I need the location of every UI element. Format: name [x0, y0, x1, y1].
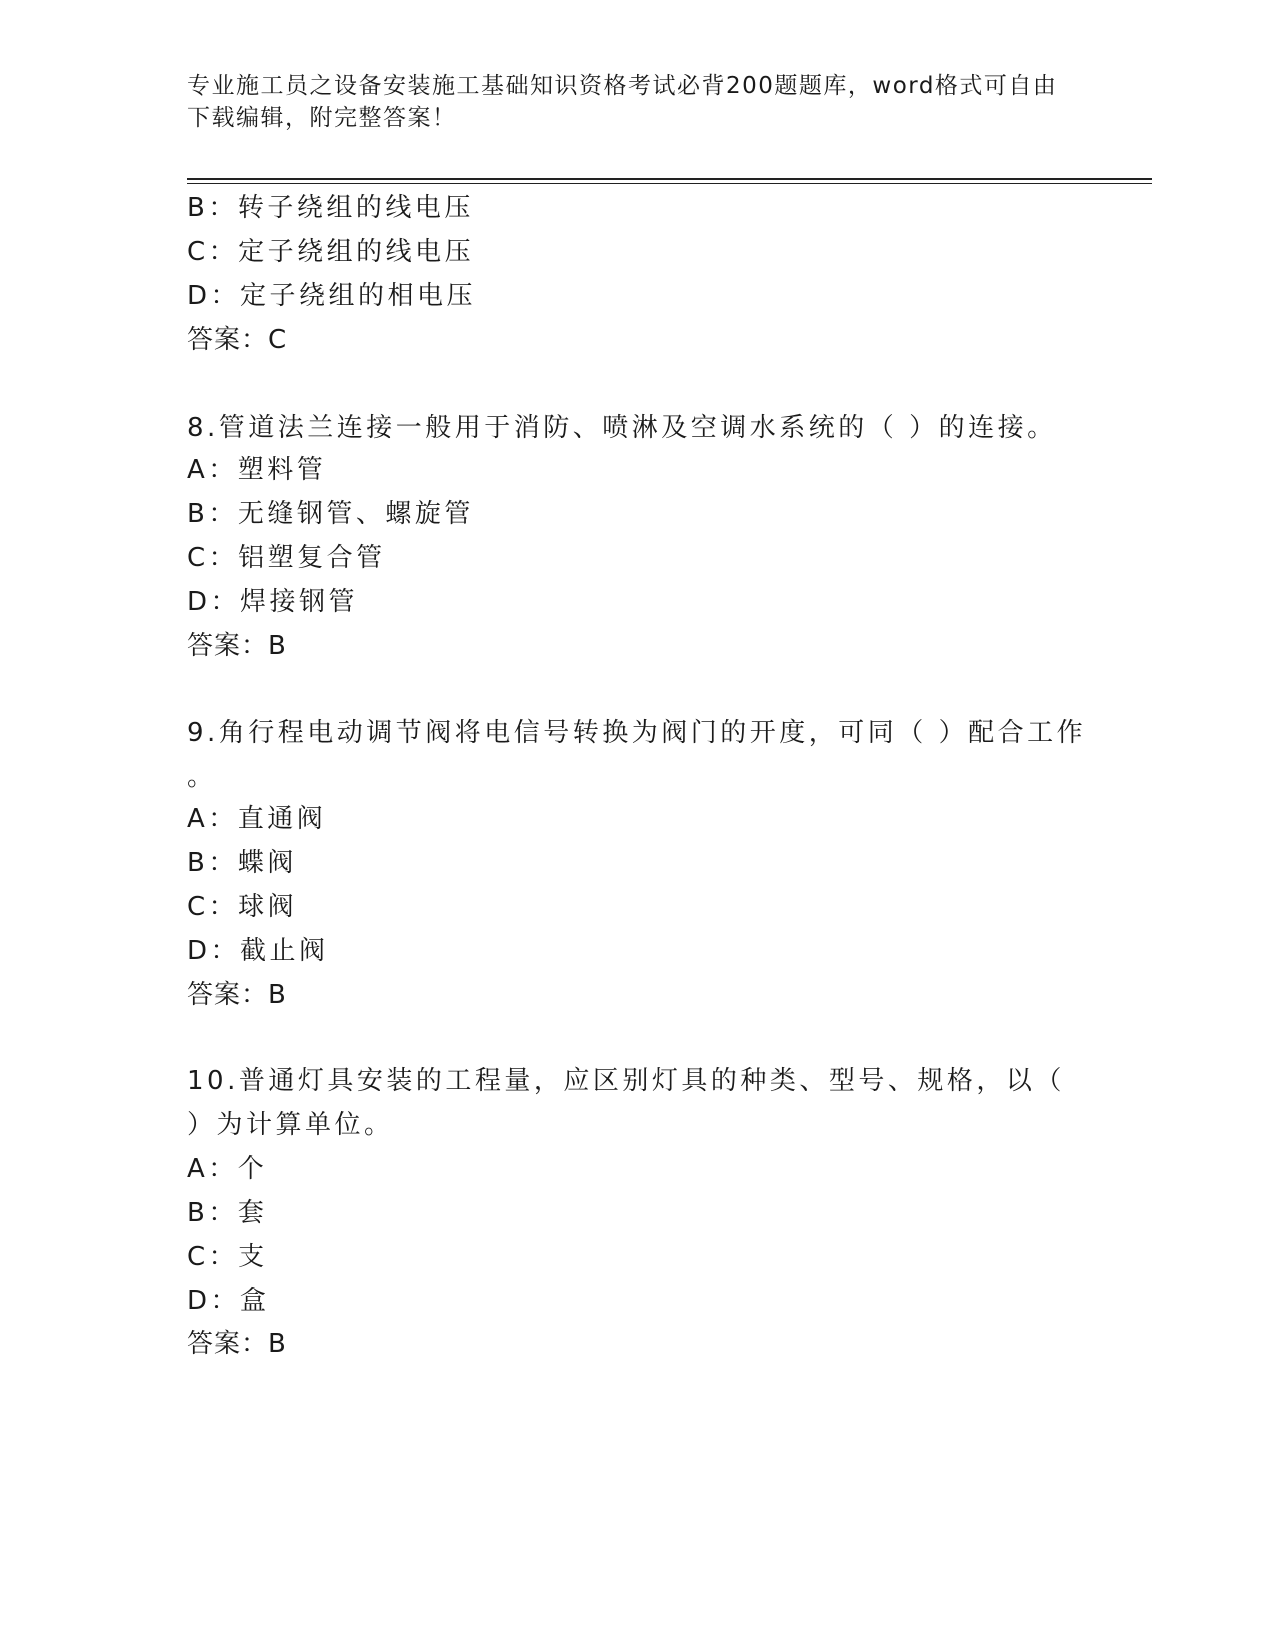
header-divider-thin [187, 183, 1152, 184]
q9-option-b: B：蝶阀 [187, 848, 297, 878]
q10-answer: 答案：B [187, 1329, 287, 1359]
q9-option-c: C：球阀 [187, 892, 298, 922]
q8-option-c: C：铝塑复合管 [187, 543, 386, 573]
q9-option-d: D：截止阀 [187, 936, 329, 966]
q9-stem-continued: 。 [187, 762, 217, 792]
q10-option-d: D：盒 [187, 1286, 270, 1316]
q8-answer: 答案：B [187, 631, 287, 661]
q10-option-b: B：套 [187, 1198, 268, 1228]
q8-option-d: D：焊接钢管 [187, 587, 359, 617]
q7-option-d: D：定子绕组的相电压 [187, 281, 477, 311]
q7-option-c: C：定子绕组的线电压 [187, 237, 475, 267]
document-header: 专业施工员之设备安装施工基础知识资格考试必背200题题库，word格式可自由 下载编辑，附完整答案！ [187, 73, 1058, 131]
q8-option-b: B：无缝钢管、螺旋管 [187, 499, 474, 529]
q9-option-a: A：直通阀 [187, 804, 327, 834]
q7-answer: 答案：C [187, 325, 288, 355]
q8-stem: 8.管道法兰连接一般用于消防、喷淋及空调水系统的（ ）的连接。 [187, 413, 1057, 443]
header-divider [187, 178, 1152, 180]
q10-option-c: C：支 [187, 1242, 268, 1272]
q10-stem-continued: ）为计算单位。 [187, 1110, 394, 1140]
q7-option-b: B：转子绕组的线电压 [187, 193, 474, 223]
q10-option-a: A：个 [187, 1154, 268, 1184]
q9-answer: 答案：B [187, 980, 287, 1010]
q9-stem: 9.角行程电动调节阀将电信号转换为阀门的开度，可同（ ）配合工作 [187, 718, 1087, 748]
q10-stem: 10.普通灯具安装的工程量，应区别灯具的种类、型号、规格，以（ [187, 1066, 1065, 1096]
q8-option-a: A：塑料管 [187, 455, 327, 485]
